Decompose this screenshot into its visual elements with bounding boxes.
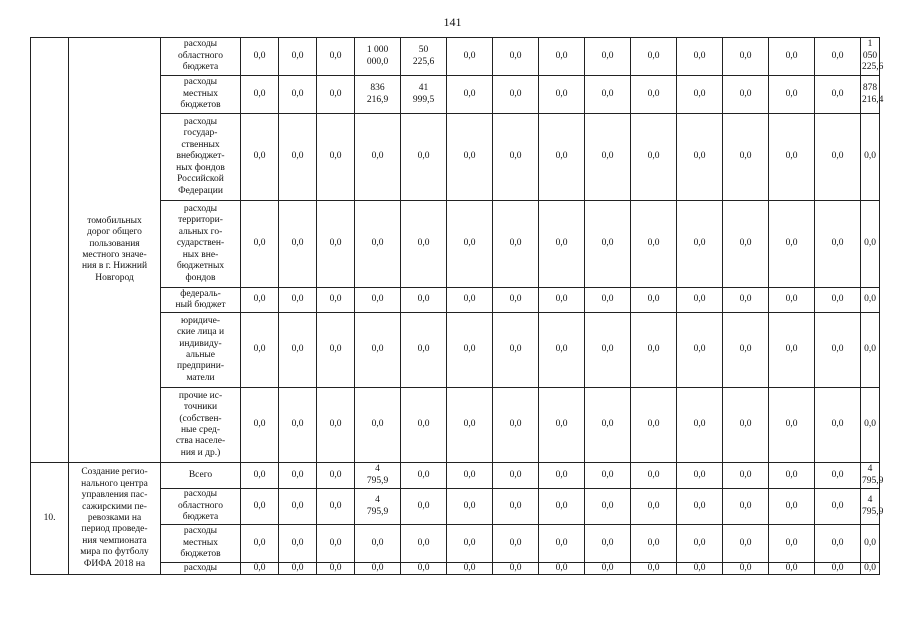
value-cell: 0,0: [677, 525, 723, 563]
value-cell: 0,0: [355, 201, 401, 288]
value-cell: 0,0: [677, 563, 723, 575]
value-cell: 0,0: [539, 563, 585, 575]
value-cell: 0,0: [585, 76, 631, 114]
value-cell: 0,0: [815, 114, 861, 201]
value-cell: 0,0: [723, 201, 769, 288]
value-cell: 0,0: [401, 525, 447, 563]
funding-source: юридиче- ские лица и индивиду- альные предприни- матели: [161, 313, 241, 388]
value-cell: 0,0: [493, 288, 539, 313]
value-cell: 0,0: [677, 489, 723, 525]
value-cell: 50 225,6: [401, 38, 447, 76]
value-cell: 0,0: [317, 313, 355, 388]
value-cell: 0,0: [401, 288, 447, 313]
value-cell: 0,0: [279, 38, 317, 76]
funding-source: прочие ис- точники (собствен- ные сред- ства населе- ния и др.): [161, 388, 241, 463]
value-cell: 0,0: [585, 463, 631, 489]
value-cell: 0,0: [723, 489, 769, 525]
value-cell: 0,0: [539, 525, 585, 563]
value-cell: 0,0: [815, 288, 861, 313]
value-cell: 0,0: [241, 38, 279, 76]
value-cell: 0,0: [317, 463, 355, 489]
value-cell: 0,0: [677, 313, 723, 388]
value-cell: 0,0: [317, 38, 355, 76]
value-cell: 0,0: [241, 288, 279, 313]
row-index: [31, 38, 69, 463]
value-cell: 4 795,9: [861, 489, 880, 525]
value-cell: 0,0: [815, 388, 861, 463]
value-cell: 0,0: [769, 388, 815, 463]
value-cell: 0,0: [241, 525, 279, 563]
value-cell: 0,0: [241, 463, 279, 489]
value-cell: 0,0: [815, 201, 861, 288]
value-cell: 0,0: [769, 114, 815, 201]
value-cell: 0,0: [447, 313, 493, 388]
value-cell: 0,0: [861, 525, 880, 563]
value-cell: 0,0: [861, 114, 880, 201]
value-cell: 0,0: [355, 525, 401, 563]
value-cell: 0,0: [815, 313, 861, 388]
value-cell: 0,0: [447, 388, 493, 463]
value-cell: 0,0: [493, 463, 539, 489]
value-cell: 0,0: [355, 313, 401, 388]
measure-name: Создание регио- нального центра управления пас- сажирскими пе- ревозками на период проведе- ния чемпионата мира по футболу ФИФА 2018 на: [69, 463, 161, 575]
funding-source: расходы территори- альных го- сударствен- ных вне- бюджетных фондов: [161, 201, 241, 288]
value-cell: 0,0: [815, 76, 861, 114]
value-cell: 0,0: [861, 313, 880, 388]
value-cell: 0,0: [861, 563, 880, 575]
value-cell: 0,0: [631, 463, 677, 489]
value-cell: 0,0: [447, 76, 493, 114]
budget-table: [30, 37, 884, 575]
value-cell: 0,0: [355, 288, 401, 313]
value-cell: 0,0: [447, 525, 493, 563]
value-cell: 0,0: [723, 525, 769, 563]
value-cell: 0,0: [631, 563, 677, 575]
value-cell: 0,0: [539, 388, 585, 463]
value-cell: 0,0: [241, 489, 279, 525]
value-cell: 0,0: [539, 76, 585, 114]
value-cell: 0,0: [447, 114, 493, 201]
value-cell: 0,0: [317, 525, 355, 563]
value-cell: 0,0: [539, 489, 585, 525]
value-cell: 0,0: [769, 463, 815, 489]
funding-source: расходы: [161, 563, 241, 575]
value-cell: 0,0: [769, 489, 815, 525]
funding-source: расходы областного бюджета: [161, 38, 241, 76]
value-cell: 0,0: [769, 313, 815, 388]
value-cell: 0,0: [815, 563, 861, 575]
value-cell: 0,0: [769, 76, 815, 114]
value-cell: 0,0: [539, 114, 585, 201]
value-cell: 41 999,5: [401, 76, 447, 114]
value-cell: 0,0: [493, 313, 539, 388]
value-cell: 0,0: [447, 489, 493, 525]
funding-source: расходы местных бюджетов: [161, 76, 241, 114]
value-cell: 4 795,9: [355, 489, 401, 525]
value-cell: 0,0: [815, 463, 861, 489]
value-cell: 0,0: [401, 563, 447, 575]
value-cell: 0,0: [447, 463, 493, 489]
value-cell: 0,0: [815, 38, 861, 76]
table-row: [31, 463, 880, 489]
value-cell: 0,0: [539, 463, 585, 489]
value-cell: 1 000 000,0: [355, 38, 401, 76]
value-cell: 0,0: [493, 114, 539, 201]
value-cell: 4 795,9: [861, 463, 880, 489]
value-cell: 0,0: [723, 388, 769, 463]
value-cell: 0,0: [631, 388, 677, 463]
value-cell: 0,0: [447, 38, 493, 76]
funding-source: расходы областного бюджета: [161, 489, 241, 525]
funding-source: расходы местных бюджетов: [161, 525, 241, 563]
value-cell: 0,0: [401, 463, 447, 489]
value-cell: 0,0: [279, 463, 317, 489]
value-cell: 0,0: [279, 388, 317, 463]
value-cell: 0,0: [677, 76, 723, 114]
value-cell: 0,0: [241, 388, 279, 463]
value-cell: 0,0: [279, 76, 317, 114]
value-cell: 0,0: [585, 114, 631, 201]
value-cell: 0,0: [279, 563, 317, 575]
value-cell: 0,0: [723, 563, 769, 575]
value-cell: 0,0: [241, 76, 279, 114]
value-cell: 0,0: [585, 563, 631, 575]
value-cell: 0,0: [241, 201, 279, 288]
value-cell: 0,0: [815, 525, 861, 563]
value-cell: 4 795,9: [355, 463, 401, 489]
value-cell: 0,0: [539, 201, 585, 288]
value-cell: 0,0: [279, 525, 317, 563]
value-cell: 0,0: [861, 388, 880, 463]
value-cell: 0,0: [631, 114, 677, 201]
value-cell: 0,0: [769, 201, 815, 288]
value-cell: 0,0: [493, 489, 539, 525]
value-cell: 0,0: [493, 563, 539, 575]
value-cell: 0,0: [769, 525, 815, 563]
value-cell: 0,0: [401, 201, 447, 288]
value-cell: 878 216,4: [861, 76, 880, 114]
funding-source: Всего: [161, 463, 241, 489]
value-cell: 0,0: [279, 114, 317, 201]
value-cell: 0,0: [723, 76, 769, 114]
value-cell: 0,0: [585, 313, 631, 388]
value-cell: 0,0: [317, 563, 355, 575]
value-cell: 0,0: [279, 288, 317, 313]
value-cell: 0,0: [677, 388, 723, 463]
value-cell: 0,0: [677, 114, 723, 201]
value-cell: 0,0: [401, 489, 447, 525]
value-cell: 0,0: [447, 288, 493, 313]
value-cell: 0,0: [493, 38, 539, 76]
value-cell: 0,0: [585, 38, 631, 76]
value-cell: 0,0: [401, 114, 447, 201]
value-cell: 0,0: [241, 313, 279, 388]
value-cell: 0,0: [447, 201, 493, 288]
value-cell: 0,0: [631, 313, 677, 388]
value-cell: 0,0: [631, 489, 677, 525]
value-cell: 0,0: [631, 38, 677, 76]
measure-name: томобильных дорог общего пользования местного значе- ния в г. Нижний Новгород: [69, 38, 161, 463]
value-cell: 0,0: [539, 38, 585, 76]
value-cell: 0,0: [677, 288, 723, 313]
page-number: 141: [443, 15, 462, 29]
value-cell: 0,0: [723, 313, 769, 388]
value-cell: 0,0: [355, 114, 401, 201]
value-cell: 0,0: [447, 563, 493, 575]
value-cell: 0,0: [723, 463, 769, 489]
value-cell: 0,0: [317, 76, 355, 114]
value-cell: 0,0: [815, 489, 861, 525]
value-cell: 1 050 225,6: [861, 38, 880, 76]
value-cell: 0,0: [317, 388, 355, 463]
value-cell: 0,0: [631, 288, 677, 313]
value-cell: 0,0: [631, 525, 677, 563]
value-cell: 0,0: [585, 525, 631, 563]
value-cell: 0,0: [493, 388, 539, 463]
value-cell: 836 216,9: [355, 76, 401, 114]
value-cell: 0,0: [401, 313, 447, 388]
value-cell: 0,0: [279, 489, 317, 525]
value-cell: 0,0: [539, 288, 585, 313]
value-cell: 0,0: [585, 288, 631, 313]
value-cell: 0,0: [585, 489, 631, 525]
row-index: 10.: [31, 463, 69, 575]
value-cell: 0,0: [631, 201, 677, 288]
value-cell: 0,0: [861, 288, 880, 313]
value-cell: 0,0: [723, 288, 769, 313]
value-cell: 0,0: [355, 563, 401, 575]
funding-source: расходы государ- ственных внебюджет- ных фондов Российской Федерации: [161, 114, 241, 201]
value-cell: 0,0: [493, 76, 539, 114]
value-cell: 0,0: [861, 201, 880, 288]
value-cell: 0,0: [769, 563, 815, 575]
value-cell: 0,0: [769, 288, 815, 313]
value-cell: 0,0: [677, 463, 723, 489]
value-cell: 0,0: [317, 201, 355, 288]
table-row: [31, 38, 880, 76]
value-cell: 0,0: [279, 313, 317, 388]
value-cell: 0,0: [585, 201, 631, 288]
funding-source: федераль- ный бюджет: [161, 288, 241, 313]
table-body: [31, 38, 884, 575]
value-cell: 0,0: [317, 114, 355, 201]
value-cell: 0,0: [401, 388, 447, 463]
value-cell: 0,0: [241, 114, 279, 201]
value-cell: 0,0: [677, 38, 723, 76]
value-cell: 0,0: [279, 201, 317, 288]
value-cell: 0,0: [769, 38, 815, 76]
value-cell: 0,0: [317, 489, 355, 525]
value-cell: 0,0: [723, 38, 769, 76]
value-cell: 0,0: [317, 288, 355, 313]
value-cell: 0,0: [493, 201, 539, 288]
value-cell: 0,0: [493, 525, 539, 563]
value-cell: 0,0: [539, 313, 585, 388]
value-cell: 0,0: [631, 76, 677, 114]
value-cell: 0,0: [677, 201, 723, 288]
value-cell: 0,0: [241, 563, 279, 575]
value-cell: 0,0: [723, 114, 769, 201]
value-cell: 0,0: [585, 388, 631, 463]
value-cell: 0,0: [355, 388, 401, 463]
